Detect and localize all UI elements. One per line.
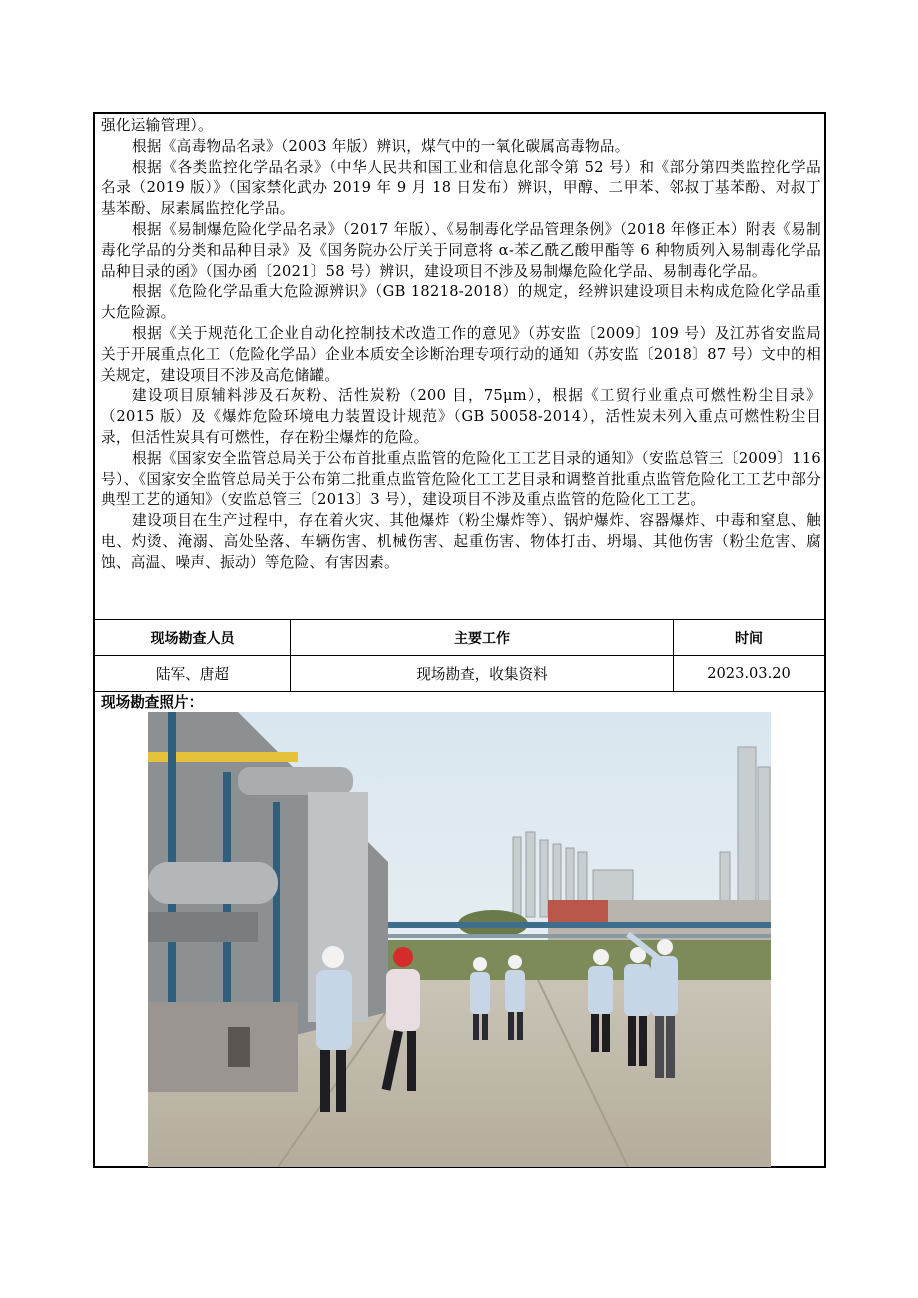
- paragraph-3: 根据《各类监控化学品名录》（中华人民共和国工业和信息化部令第 52 号）和《部分第四类监控化学品名录（2019 版）》（国家禁化武办 2019 年 9 月 18 日发布）辨识，甲醇、二甲苯、邻叔丁基苯酚、对叔丁基苯酚、尿素属监控化学品。: [101, 158, 821, 218]
- header-personnel: 现场勘查人员: [95, 620, 291, 655]
- cell-main-work: 现场勘查，收集资料: [291, 656, 674, 691]
- paragraph-9: 建设项目在生产过程中，存在着火灾、其他爆炸（粉尘爆炸等）、锅炉爆炸、容器爆炸、中毒和窒息、触电、灼烫、淹溺、高处坠落、车辆伤害、机械伤害、起重伤害、物体打击、坍塌、其他伤害（粉尘危害、腐蚀、高温、噪声、振动）等危险、有害因素。: [101, 512, 821, 571]
- paragraph-7: 建设项目原辅料涉及石灰粉、活性炭粉（200 目，75μm），根据《工贸行业重点可燃性粉尘目录》（2015 版）及《爆炸危险环境电力装置设计规范》（GB 50058-2014），活性炭未列入重点可燃性粉尘目录，但活性炭具有可燃性，存在粉尘爆炸的危险。: [101, 387, 821, 446]
- table-header-row: [95, 620, 824, 656]
- table-row: [95, 656, 824, 692]
- cell-personnel: 陆军、唐超: [95, 656, 291, 691]
- site-photo: [148, 712, 771, 1167]
- paragraph-1: 强化运输管理）。: [101, 117, 213, 134]
- document-frame: [93, 112, 826, 1168]
- photo-label: 现场勘查照片：: [101, 694, 204, 711]
- cell-time: 2023.03.20: [707, 665, 791, 682]
- header-main-work: 主要工作: [291, 620, 674, 655]
- paragraph-5: 根据《危险化学品重大危险源辨识》（GB 18218-2018）的规定，经辨识建设项目未构成危险化学品重大危险源。: [101, 283, 821, 322]
- body-text: [101, 116, 821, 574]
- header-time: 时间: [735, 630, 763, 647]
- paragraph-6: 根据《关于规范化工企业自动化控制技术改造工作的意见》（苏安监〔2009〕109 号）及江苏省安监局关于开展重点化工（危险化学品）企业本质安全诊断治理专项行动的通知（苏安监〔2018〕87 号）文中的相关规定，建设项目不涉及高危储罐。: [101, 324, 821, 384]
- paragraph-4: 根据《易制爆危险化学品名录》（2017 年版）、《易制毒化学品管理条例》（2018 年修正本）附表《易制毒化学品的分类和品种目录》及《国务院办公厅关于同意将 α-苯乙酰乙酸甲酯等 6 种物质列入易制毒化学品品种目录的函》（国办函〔2021〕58 号）辨识，建设项目不涉及易制爆危险化学品、易制毒化学品。: [101, 220, 821, 280]
- paragraph-8: 根据《国家安全监管总局关于公布首批重点监管的危险化工工艺目录的通知》（安监总管三〔2009〕116 号）、《国家安全监管总局关于公布第二批重点监管危险化工工艺目录和调整首批重点监管危险化工工艺中部分典型工艺的通知》（安监总管三〔2013〕3 号），建设项目不涉及重点监管的危险化工工艺。: [101, 449, 821, 509]
- paragraph-2: 根据《高毒物品名录》（2003 年版）辨识，煤气中的一氧化碳属高毒物品。: [132, 137, 630, 155]
- survey-table: [95, 619, 824, 692]
